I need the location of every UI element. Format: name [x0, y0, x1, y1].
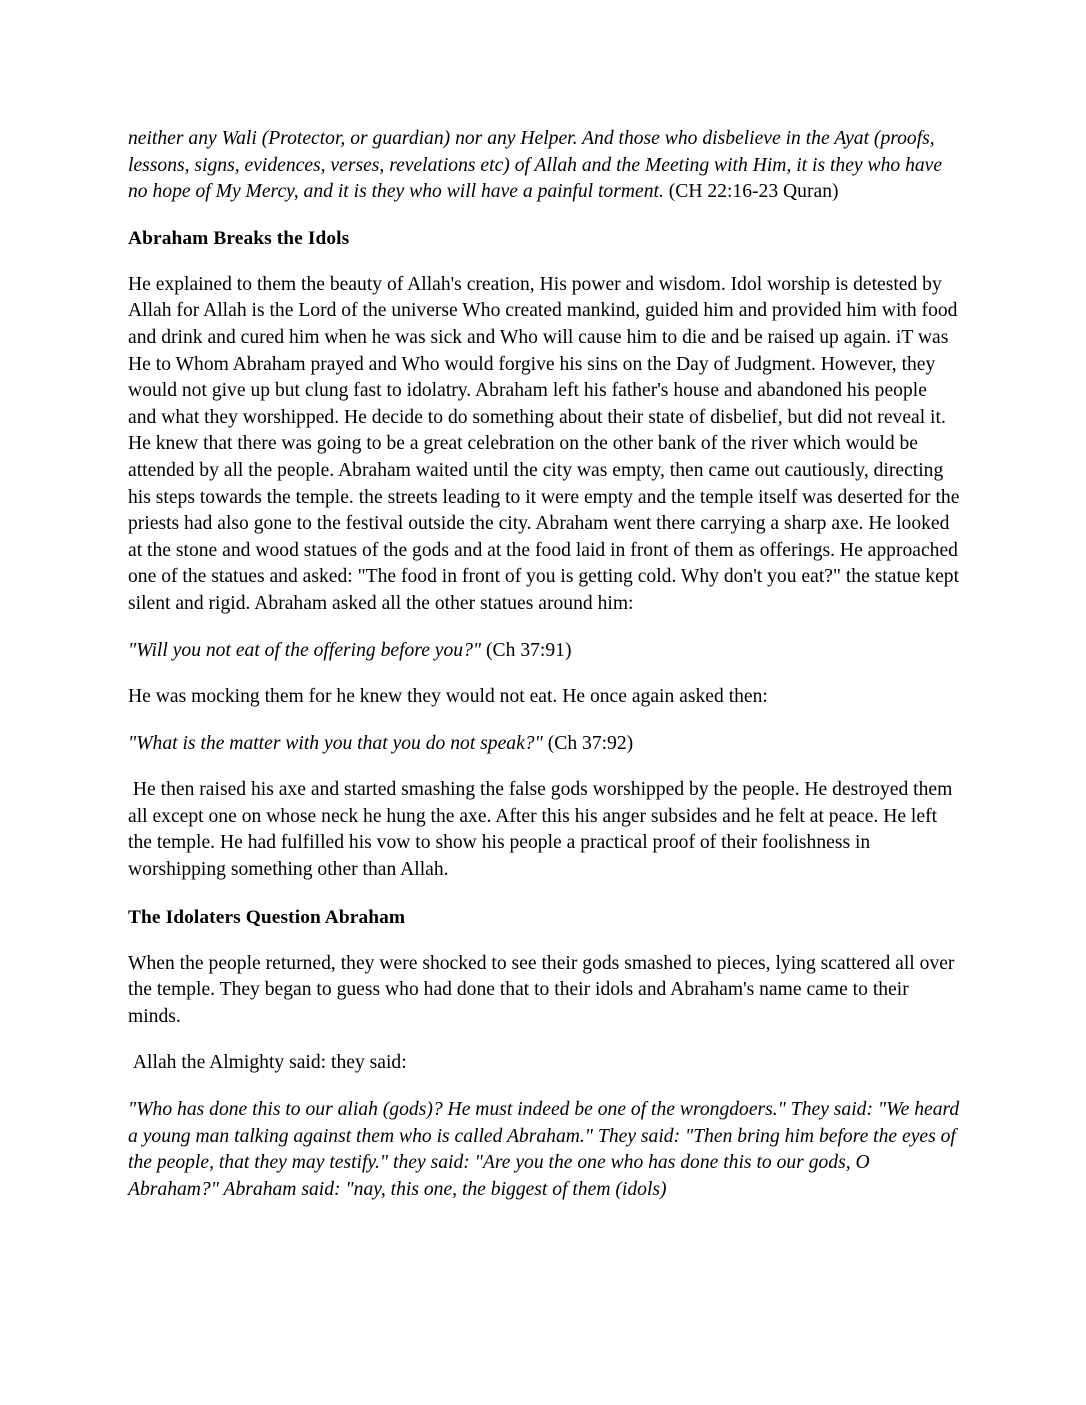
quote-citation: (Ch 37:91)	[481, 639, 572, 661]
paragraph-people-returned: When the people returned, they were shocked to see their gods smashed to pieces, lying scattered all over the temple. They began to guess who had done that to their idols and Abraham's name came to their minds.	[128, 952, 960, 1027]
paragraph-quran-22-16-23	[128, 126, 960, 206]
paragraph-mocking-them: He was mocking them for he knew they would not eat. He once again asked then:	[128, 686, 768, 708]
quote-text: "Will you not eat of the offering before you?"	[128, 639, 482, 661]
quote-text: "Who has done this to our aliah (gods)? He must indeed be one of the wrongdoers." They said: "We heard a young man talking against them who is called Abraham." They said: "Then bring him before the eyes of the people, that they may testify." they said: "Are you the one who has done this to our gods, O Abraham?" Abraham said: "nay, this one, the biggest of them (idols)	[128, 1099, 965, 1200]
paragraph-quote-ch-37-91	[128, 638, 960, 665]
quote-citation: (Ch 37:92)	[542, 732, 634, 754]
paragraph-raised-his-axe: He then raised his axe and started smashing the false gods worshipped by the people. He destroyed them all except one on whose neck he hung the axe. After this his anger subsides and he felt at peace. He left the temple. He had fulfilled his vow to show his people a practical proof of their foolishness in worshipping something other than Allah.	[128, 779, 958, 881]
quote-text: neither any Wali (Protector, or guardian) nor any Helper. And those who disbelieve in the Ayat (proofs, lessons, signs, evidences, verses, revelations etc) of Allah and the Meeting with Him, it is they who have no hope of My Mercy, and it is they who will have a painful torment.	[128, 128, 947, 203]
paragraph-quote-ch-37-92	[128, 731, 960, 758]
heading-the-idolaters-question-abraham: The Idolaters Question Abraham	[128, 906, 406, 928]
paragraph-idol-worship: He explained to them the beauty of Allah's creation, His power and wisdom. Idol worship is detested by Allah for Allah is the Lord of the universe Who created mankind, guided him and provided him with food and drink and cured him when he was sick and Who will cause him to die and be raised up again. iT was He to Whom Abraham prayed and Who would forgive his sins on the Day of Judgment. However, they would not give up but clung fast to idolatry. Abraham left his father's house and abandoned his people and what they worshipped. He decide to do something about their state of disbelief, but did not reveal it. He knew that there was going to be a great celebration on the other bank of the river which would be attended by all the people. Abraham waited until the city was empty, then came out cautiously, directing his steps towards the temple. the streets leading to it were empty and the temple itself was deserted for the priests had also gone to the festival outside the city. Abraham went there carrying a sharp axe. He looked at the stone and wood statues of the gods and at the food laid in front of them as offerings. He approached one of the statues and asked: "The food in front of you is getting cold. Why don't you eat?" the statue kept silent and rigid. Abraham asked all the other statues around him:	[128, 273, 965, 614]
quote-citation: (CH 22:16-23 Quran)	[663, 181, 839, 203]
quote-text: "What is the matter with you that you do not speak?"	[128, 732, 543, 754]
paragraph-quote-who-has-done-this	[128, 1097, 965, 1203]
document-text-block	[128, 126, 965, 1223]
paragraph-allah-almighty-said: Allah the Almighty said: they said:	[128, 1052, 407, 1074]
heading-abraham-breaks-the-idols: Abraham Breaks the Idols	[128, 227, 350, 249]
